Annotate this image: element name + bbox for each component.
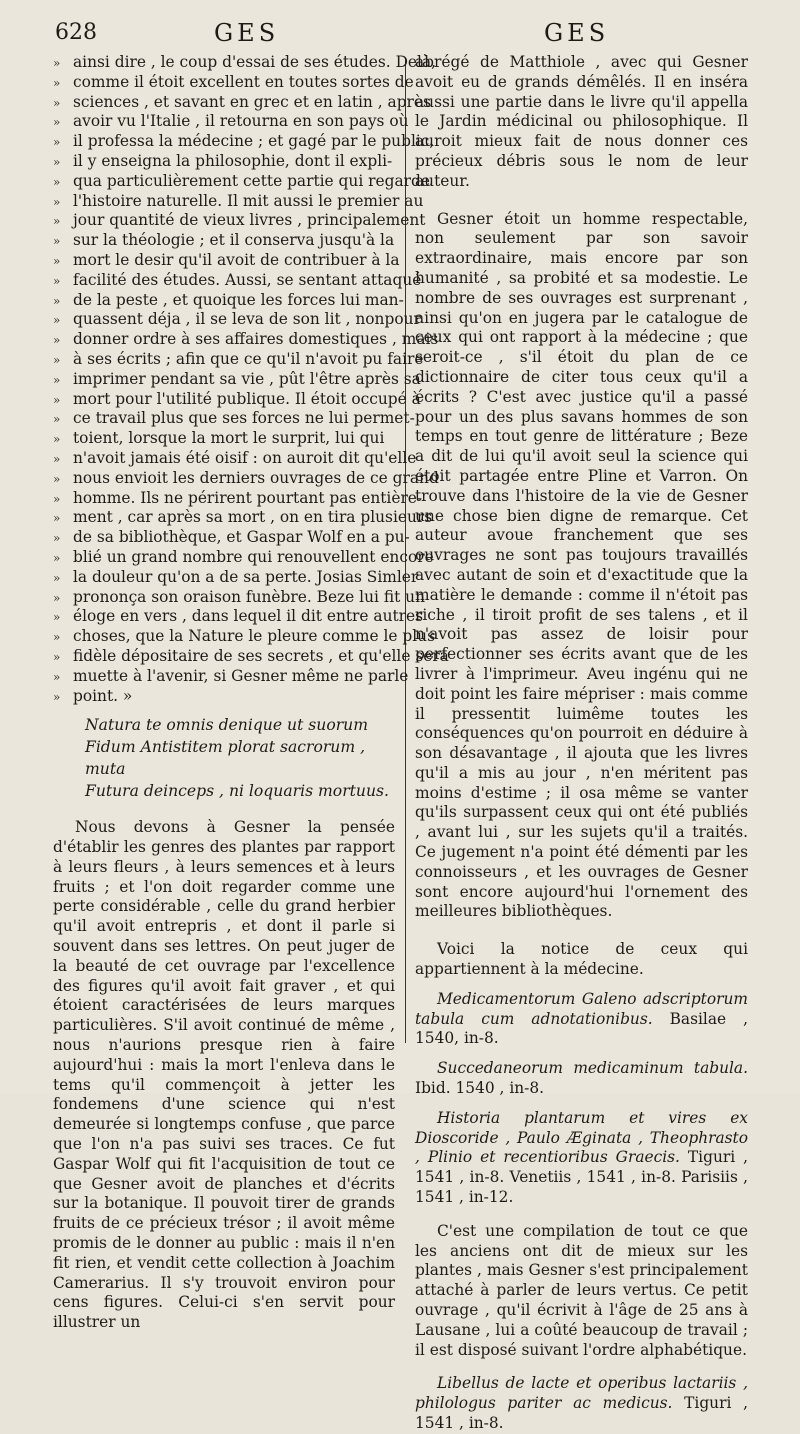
paragraph-herbier: Nous devons à Gesner la pensée d'établir les genres des plantes par rapport à leurs fleurs , à leurs semences et à leurs fruits ; et l'on doit regarder comme une perte considérable , celle du grand herbier qu'il avoit entrepris , et dont il parle si souvent dans ses lettres. On peut juger de la beauté de cet ouvrage par l'excellence des figures qu'il avoit fait graver , et qui étoient caractérisées de leurs marques particulières. S'il avoit continué de même , nous n'aurions presque rien à faire aujourd'hui : mais la mort l'enleva dans le tems qu'il commençoit à jetter les fondemens d'une science qui n'est demeurée si longtemps confuse , que parce que l'on n'a pas suivi ses traces. Ce fut Gaspar Wolf qui fit l'acquisition de tout ce que Gesner avoit de planches et d'écrits sur la botanique. Il pouvoit tirer de grands fruits de ce précieux trésor ; il avoit même promis de le donner au public : mais il n'en fit rien, et vendit cette collection à Joachim Camerarius. Il s'y trouvoit environ pour cens figures. Celui-ci s'en servit pour illustrer un	[53, 818, 395, 1332]
quote-line	[53, 627, 435, 647]
latin-verses	[53, 714, 395, 802]
quote-line-text: homme. Ils ne périrent pourtant pas entière-	[73, 488, 423, 507]
bibliography-entry	[415, 1109, 748, 1208]
bibliography-title: Historia plantarum et vires ex Dioscoride , Paulo Æginata , Theophrasto , Plinio et recentioribus Graecis.	[415, 1108, 748, 1167]
guillemet-mark: »	[53, 610, 61, 625]
quote-line-text: blié un grand nombre qui renouvellent encore	[73, 547, 434, 566]
quote-line	[53, 132, 435, 152]
quote-line-text: ment , car après sa mort , on en tira plusieurs	[73, 508, 433, 527]
quote-line	[53, 687, 395, 707]
page-number: 628	[55, 20, 97, 45]
guillemet-mark: »	[53, 56, 61, 70]
quote-line-text: comme il étoit excellent en toutes sortes de	[73, 72, 414, 91]
guillemet-mark: »	[53, 451, 61, 466]
right-column	[415, 53, 748, 1434]
guillemet-mark: »	[53, 590, 61, 605]
quote-line	[53, 587, 425, 608]
quote-line	[53, 152, 395, 172]
bibliography-imprint: Tiguri , 1541 , in-8.	[415, 1394, 748, 1432]
quote-line	[53, 171, 430, 192]
quote-line	[53, 53, 437, 73]
paragraph-notice: Voici la notice de ceux qui appartiennent à la médecine.	[415, 940, 748, 979]
quote-line-text: mort pour l'utilité publique. Il étoit occupé à	[73, 389, 421, 408]
quote-line	[53, 191, 424, 212]
guillemet-mark: »	[53, 253, 61, 268]
quoted-passage	[53, 53, 449, 706]
guillemet-mark: »	[53, 550, 61, 565]
quote-line	[53, 646, 449, 667]
quote-line-text: fidèle dépositaire de ses secrets , et qu'elle sera	[73, 646, 449, 665]
guillemet-mark: »	[53, 115, 61, 130]
quote-line-text: quassent déja , il se leva de son lit , nonpour	[73, 310, 421, 329]
quote-line	[53, 92, 431, 113]
bibliography-imprint: Tiguri , 1541 , in-8. Venetiis , 1541 , in-8. Parisiis , 1541 , in-12.	[415, 1148, 748, 1207]
quote-line	[53, 429, 395, 449]
paragraph-gesner-character: Gesner étoit un homme respectable, non seulement par son savoir extraordinaire, mais encore par son humanité , sa probité et sa modestie. Le nombre de ses ouvrages est surprenant , ainsi qu'on en jugera par le catalogue de ceux qui ont rapport à la médecine ; que seroit-ce , s'il étoit du plan de ce dictionnaire de citer tous ceux qu'il a écrits ? C'est avec justice qu'il a passé pour un des plus savans hommes de son temps en tout genre de littérature ; Beze a dit de lui qu'il avoit seul la science qui étoit partagée entre Pline et Varron. On trouve dans l'histoire de la vie de Gesner une chose bien digne de remarque. Cet auteur avoue franchement que ses ouvrages ne sont pas toujours travaillés avec autant de soin et d'exactitude que la matière le demande : comme il n'étoit pas riche , il tiroit profit de ses talens , et il n'avoit pas assez de loisir pour perfectionner ses écrits avant que de les livrer à l'imprimeur. Aveu ingénu qui ne doit point les faire mépriser : mais comme il pressentit luimême toutes les conséquences qu'on pourroit en déduire à son désavantage , il ajouta que les livres qu'il a mis au jour , n'en méritent pas moins d'estime ; il osa même se vanter qu'ils surpassent ceux qui ont été publiés , avant lui , sur les sujets qu'il a traités. Ce jugement n'a point été démenti par les connoisseurs , et les ouvrages de Gesner sont encore aujourd'hui l'ornement des meilleures bibliothèques.	[415, 209, 748, 921]
bibliography-imprint: Ibid. 1540 , in-8.	[415, 1079, 545, 1098]
bibliography-entry	[415, 990, 748, 1049]
quote-line	[53, 409, 415, 429]
quote-line-text: imprimer pendant sa vie , pût l'être après sa	[73, 369, 421, 388]
guillemet-mark: »	[53, 471, 61, 486]
quote-line	[53, 567, 419, 588]
quote-line-text: ce travail plus que ses forces ne lui permet-	[73, 409, 415, 428]
paragraph-compilation: C'est une compilation de tout ce que les anciens ont dit de mieux sur les plantes , mais Gesner s'est principalement attaché à parler de leurs vertus. Ce petit ouvrage , qu'il écrivit à l'âge de 25 ans à Lausane , lui a coûté beaucoup de travail ; il est disposé suivant l'ordre alphabétique.	[415, 1221, 748, 1359]
quote-line-text: la douleur qu'on a de sa perte. Josias Simler	[73, 567, 419, 586]
quote-line-text: l'histoire naturelle. Il mit aussi le premier au	[73, 191, 424, 210]
quote-line-text: nous envioit les derniers ouvrages de ce grand	[73, 468, 439, 487]
quote-line	[53, 250, 400, 271]
quote-line	[53, 528, 410, 548]
verse-line: Futura deinceps , ni loquaris mortuus.	[85, 782, 389, 801]
quote-line	[53, 448, 417, 469]
quote-line-text: facilité des études. Aussi, se sentant attaqué	[73, 270, 422, 289]
guillemet-mark: »	[53, 630, 61, 645]
quote-line-text: à ses écrits ; afin que ce qu'il n'avoit pu faire	[73, 349, 424, 368]
quote-line	[53, 389, 421, 410]
guillemet-mark: »	[53, 333, 61, 348]
quote-line-text: qua particulièrement cette partie qui regarde	[73, 171, 430, 190]
paragraph-abrege: abrégé de Matthiole , avec qui Gesner avoit eu de grands démêlés. Il en inséra aussi une partie dans le livre qu'il appella le Jardin médicinal ou philosophique. Il auroit mieux fait de nous donner ces précieux débris sous le nom de leur auteur.	[415, 53, 748, 190]
left-column	[53, 53, 449, 1333]
guillemet-mark: »	[53, 372, 61, 387]
quote-line	[53, 607, 424, 627]
guillemet-mark: »	[53, 194, 61, 209]
quote-line-text: il y enseigna la philosophie, dont il expli-	[73, 151, 393, 170]
quote-line	[53, 508, 433, 528]
guillemet-mark: »	[53, 75, 61, 90]
bibliography-title: Succedaneorum medicaminum tabula.	[437, 1059, 748, 1078]
quote-line-text: éloge en vers , dans lequel il dit entre autres	[73, 607, 424, 626]
bibliography-entry	[415, 1059, 748, 1099]
quote-line	[53, 369, 421, 390]
quote-line-text: choses, que la Nature le pleure comme le plus	[73, 627, 435, 646]
quote-line-text: jour quantité de vieux livres , principalement	[73, 211, 426, 230]
bibliography-title: Medicamentorum Galeno adscriptorum tabula cum adnotationibus.	[415, 989, 748, 1028]
guillemet-mark: »	[53, 135, 61, 150]
quote-line-text: de la peste , et quoique les forces lui man-	[73, 290, 404, 309]
guillemet-mark: »	[53, 412, 61, 427]
quote-line-text: sciences , et savant en grec et en latin , après	[73, 92, 431, 111]
verse-line: Fidum Antistitem plorat sacrorum , muta	[85, 738, 366, 779]
guillemet-mark: »	[53, 214, 61, 229]
quote-line-text: n'avoit jamais été oisif : on auroit dit qu'elle	[73, 448, 417, 467]
guillemet-mark: »	[53, 95, 61, 110]
guillemet-mark: »	[53, 174, 61, 189]
guillemet-mark: »	[53, 570, 61, 585]
quote-line-text: toient, lorsque la mort le surprit, lui qui	[73, 429, 385, 448]
quote-line	[53, 488, 423, 509]
guillemet-mark: »	[53, 511, 61, 526]
quote-line-text: donner ordre à ses affaires domestiques , mais	[73, 330, 439, 349]
bibliography-title: Libellus de lacte et operibus lactariis , philologus pariter ac medicus.	[415, 1374, 748, 1413]
quote-line	[53, 349, 424, 370]
guillemet-mark: »	[53, 313, 61, 328]
quote-line-text: sur la théologie ; et il conserva jusqu'à la	[73, 231, 395, 250]
quote-line-text: de sa bibliothèque, et Gaspar Wolf en a pu-	[73, 528, 410, 547]
verse-line: Natura te omnis denique ut suorum	[85, 716, 369, 735]
guillemet-mark: »	[53, 649, 61, 664]
quote-line	[53, 72, 414, 93]
guillemet-mark: »	[53, 531, 61, 546]
quote-line	[53, 330, 439, 350]
running-head-left: GES	[214, 19, 280, 47]
guillemet-mark: »	[53, 154, 61, 169]
guillemet-mark: »	[53, 273, 61, 288]
guillemet-mark: »	[53, 432, 61, 447]
guillemet-mark: »	[53, 352, 61, 367]
bibliography-entry	[415, 1374, 748, 1433]
quote-line	[53, 547, 434, 568]
guillemet-mark: »	[53, 293, 61, 308]
quote-line-text: ainsi dire , le coup d'essai de ses études. Delà,	[73, 53, 437, 71]
quote-line	[53, 310, 421, 330]
quote-line	[53, 290, 404, 311]
quote-line	[53, 270, 422, 291]
quote-line	[53, 666, 409, 687]
guillemet-mark: »	[53, 491, 61, 506]
quote-line-text: point. »	[73, 686, 133, 705]
guillemet-mark: »	[53, 689, 61, 704]
guillemet-mark: »	[53, 234, 61, 249]
quote-line-text: muette à l'avenir, si Gesner même ne parle	[73, 666, 409, 685]
guillemet-mark: »	[53, 669, 61, 684]
running-head-right: GES	[544, 19, 610, 47]
quote-line-text: avoir vu l'Italie , il retourna en son pays où	[73, 112, 409, 131]
quote-line-text: prononça son oraison funèbre. Beze lui fit un	[73, 587, 425, 606]
bibliography-imprint: Basilae , 1540, in-8.	[415, 1009, 748, 1048]
quote-line-text: mort le desir qu'il avoit de contribuer à la	[73, 250, 400, 269]
quote-line	[53, 211, 426, 231]
quote-line	[53, 468, 439, 489]
quote-line	[53, 112, 409, 132]
guillemet-mark: »	[53, 392, 61, 407]
quote-line-text: il professa la médecine ; et gagé par le public,	[73, 132, 435, 151]
quote-line	[53, 231, 395, 251]
